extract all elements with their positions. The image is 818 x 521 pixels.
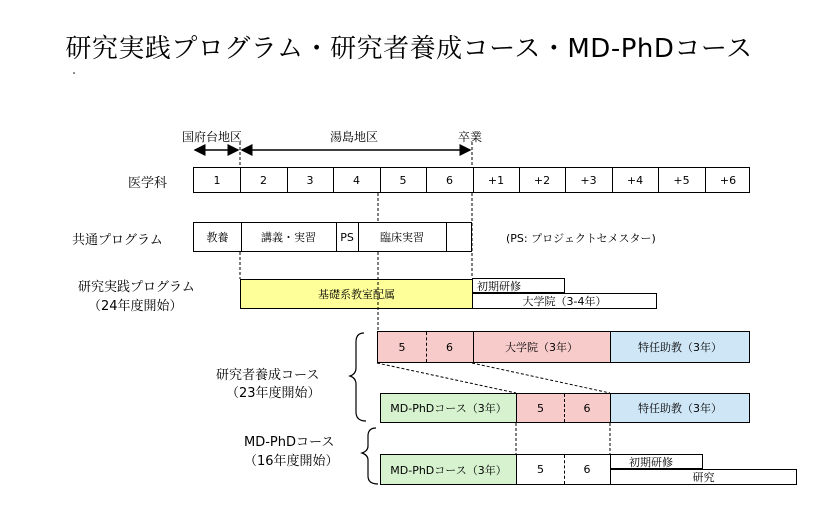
year-cell: +5 [673,173,690,187]
year-cell: +2 [533,173,551,187]
row-label-igakuka: 医学科 [128,176,168,191]
year-cell: +3 [580,173,597,187]
researcher-daigakuin: 大学院（3年） [505,341,578,354]
diag-right [472,363,610,393]
year-cell: 4 [353,173,360,187]
diag-left [377,363,516,393]
year-cell: +1 [487,173,505,187]
mdphd-b-kenkyu: 研究 [610,469,797,485]
kiso-box: 基礎系教室配属 [240,279,473,309]
rinsho-cell: 臨床実習 [380,231,424,244]
year-cell: 2 [260,173,267,187]
mdphd-a-box: MD-PhDコース（3年） [380,393,517,423]
kogi-cell: 講義・実習 [261,231,316,244]
mdphd-a-y5: 5 [537,401,544,415]
daigakuin-box-1: 大学院（3-4年） [472,293,657,309]
area-label-graduation: 卒業 [458,130,483,144]
year-cell: +6 [719,173,737,187]
page-title: 研究実践プログラム・研究者養成コース・MD-PhDコース [65,34,753,64]
mdphd-b-shoki: 初期研修 [610,454,703,469]
row-label-kenkyu-jissen: 研究実践プログラム [78,280,195,295]
row-label-kenkyusha: 研究者養成コース [216,368,320,383]
mdphd-b-y5: 5 [537,463,544,476]
area-label-yushima: 湯島地区 [330,130,379,144]
row-label-kenkyu-jissen-start: （24年度開始） [88,299,183,314]
year-cell: 5 [399,173,407,187]
row-label-mdphd: MD-PhDコース [244,435,335,450]
brace-mdphd [362,428,378,484]
area-label-kokufudai: 国府台地区 [182,130,243,144]
year-cell: 1 [213,173,221,187]
ps-cell: PS [340,230,354,244]
row-label-mdphd-start: （16年度開始） [244,454,339,469]
mdphd-b-box: MD-PhDコース（3年） [380,454,517,485]
researcher-tokunin-box: 特任助教（3年） [610,331,750,363]
row-label-kyotsu: 共通プログラム [72,233,163,248]
title-dot [73,72,75,74]
year-cell: +4 [626,173,644,187]
row-label-kenkyusha-start: （23年度開始） [226,386,321,401]
researcher-y5: 5 [398,340,406,354]
mdphd-a-tokunin: 特任助教（3年） [610,393,750,423]
ps-note: (PS: プロジェクトセメスター) [506,232,656,245]
mdphd-a-y6: 6 [583,401,591,415]
year-cell: 3 [306,173,314,187]
mdphd-b-y6: 6 [583,463,591,476]
year-cell: 6 [446,173,453,187]
researcher-y6: 6 [446,340,453,354]
kyoyo-cell: 教養 [206,231,229,244]
shoki-box-1: 初期研修 [472,278,565,293]
brace-researcher [350,333,366,421]
